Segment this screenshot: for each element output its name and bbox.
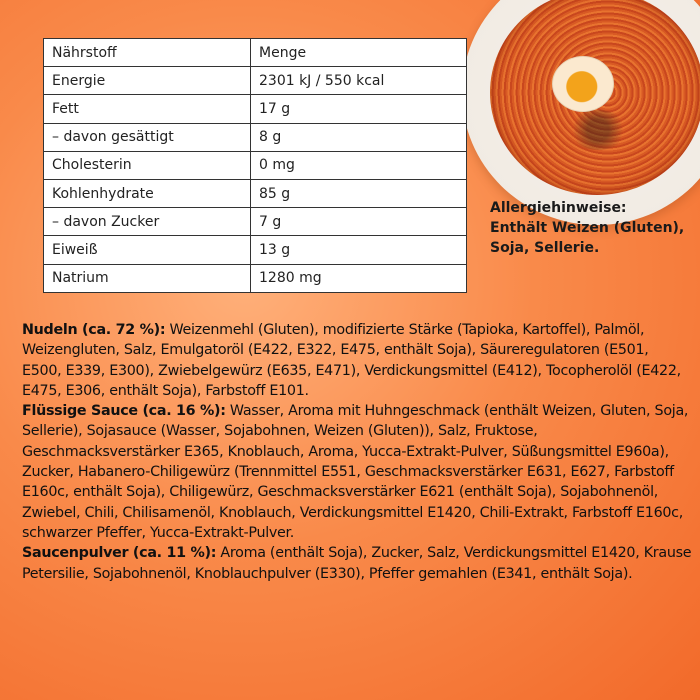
nutrient-name: Kohlenhydrate <box>44 179 251 207</box>
nutrient-amount: 0 mg <box>251 151 467 179</box>
sesame-seeds <box>568 110 628 150</box>
table-row <box>44 95 467 123</box>
table-row <box>44 236 467 264</box>
allergy-text: Enthält Weizen (Gluten), Soja, Sellerie. <box>490 220 685 256</box>
table-row <box>44 208 467 236</box>
table-row <box>44 264 467 292</box>
ingredient-label: Flüssige Sauce (ca. 16 %): <box>22 403 226 420</box>
nutrient-amount: 8 g <box>251 123 467 151</box>
ingredient-text: Aroma (enthält Soja), Zucker, Salz, Verdickungsmittel E1420, Krause Petersilie, Sojabohnenöl, Knoblauchpulver (E330), Pfeffer gemahlen (E341, enthält Soja). <box>22 545 692 582</box>
nutrient-amount: 2301 kJ / 550 kcal <box>251 67 467 95</box>
egg <box>552 56 614 112</box>
nutrient-name: – davon gesättigt <box>44 123 251 151</box>
ingredients-list <box>22 320 692 584</box>
header-nutrient: Nährstoff <box>44 39 251 67</box>
header-amount: Menge <box>251 39 467 67</box>
allergy-notice <box>490 198 695 258</box>
nutrient-name: Fett <box>44 95 251 123</box>
ingredient-text: Wasser, Aroma mit Huhngeschmack (enthält Weizen, Gluten, Soja, Sellerie), Sojasauce (Wasser, Sojabohnen, Weizen (Gluten)), Salz, Fruktose, Geschmacksverstärker E365, Knoblauch, Aroma, Yucca-Extrakt-Pulver, Süßungsmittel E960a), Zucker, Habanero-Chiligewürz (Trennmittel E551, Geschmacksverstärker E631, E627, Farbstoff E160c, enthält Soja), Chiligewürz, Geschmacksverstärker E621 (enthält Soja), Sojabohnenöl, Zwiebel, Chili, Chilisamenöl, Knoblauch, Verdickungsmittel E1420, Chili-Extrakt, Farbstoff E160c, schwarzer Pfeffer, Yucca-Extrakt-Pulver. <box>22 403 689 541</box>
nutrient-name: – davon Zucker <box>44 208 251 236</box>
ingredient-text: Weizenmehl (Gluten), modifizierte Stärke (Tapioka, Kartoffel), Palmöl, Weizengluten, Salz, Emulgatoröl (E422, E322, E475, enthält Soja), Säureregulatoren (E501, E500, E339, E300), Zwiebelgewürz (E635, E471), Verdickungsmittel (E412), Tocopherolöl (E422, E475, E306, enthält Soja), Farbstoff E101. <box>22 322 681 399</box>
nutrient-amount: 13 g <box>251 236 467 264</box>
table-row <box>44 123 467 151</box>
nutrition-table <box>43 38 467 293</box>
nutrient-name: Eiweiß <box>44 236 251 264</box>
ingredients-liquid-sauce <box>22 401 692 543</box>
ingredient-label: Nudeln (ca. 72 %): <box>22 322 166 338</box>
allergy-title: Allergiehinweise: <box>490 200 627 216</box>
table-row <box>44 179 467 207</box>
nutrient-name: Natrium <box>44 264 251 292</box>
nutrient-amount: 7 g <box>251 208 467 236</box>
nutrient-amount: 17 g <box>251 95 467 123</box>
ingredient-label: Saucenpulver (ca. 11 %): <box>22 545 217 562</box>
nutrient-amount: 85 g <box>251 179 467 207</box>
nutrient-amount: 1280 mg <box>251 264 467 292</box>
ingredients-sauce-powder <box>22 543 692 584</box>
table-row <box>44 151 467 179</box>
noodle-bowl-image <box>462 0 700 225</box>
ingredients-noodles <box>22 320 692 401</box>
nutrient-name: Cholesterin <box>44 151 251 179</box>
nutrient-name: Energie <box>44 67 251 95</box>
table-row <box>44 67 467 95</box>
table-header-row <box>44 39 467 67</box>
